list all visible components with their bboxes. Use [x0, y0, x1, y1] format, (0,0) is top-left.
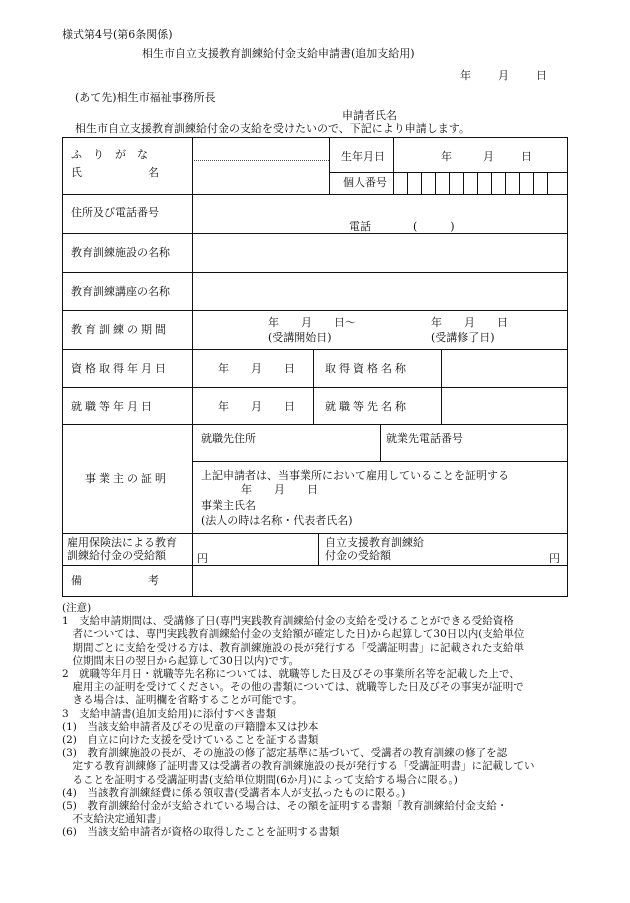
personal-number-label: 個人番号 — [343, 176, 387, 189]
qualification-date-value: 年 月 日 — [218, 362, 295, 375]
applicant-name-label: 申請者氏名 — [342, 109, 397, 122]
period-end-note: (受講修了日) — [431, 331, 495, 344]
insurance-benefit-label-2: 訓練給付金の受給額 — [67, 549, 166, 562]
note-line: (4) 当該教育訓練経費に係る領収書(受講者本人が支払ったものに限る。) — [62, 786, 406, 799]
addressee: (あて先)相生市福祉事務所長 — [75, 91, 216, 104]
self-support-benefit-label-1: 自立支援教育訓練給 — [325, 536, 424, 549]
note-line: 期間ごとに支給を受ける方は、教育訓練施設の長が発行する「受講証明書」に記載された支給単 — [62, 641, 524, 654]
furigana-label: ふ り が な — [71, 148, 148, 161]
period-start-note: (受講開始日) — [268, 331, 332, 344]
employment-name-label: 就職等先名称 — [325, 400, 409, 413]
phone-paren: ( ) — [413, 220, 455, 233]
date-month: 月 — [498, 69, 509, 82]
employer-name-label: 事業主氏名 — [201, 499, 256, 512]
birth-year: 年 — [441, 150, 452, 163]
insurance-benefit-label-1: 雇用保険法による教育 — [67, 536, 177, 549]
qualification-date-label: 資格取得年月日 — [71, 362, 169, 375]
note-line: (6) 当該支給申請者が資格の取得したことを証明する書類 — [62, 826, 340, 839]
note-line: 雇用主の証明を受けてください。その他の書類については、就職等した日及びその事実が証明で — [62, 681, 524, 694]
facility-label: 教育訓練施設の名称 — [71, 246, 170, 259]
qualification-name-label: 取得資格名称 — [325, 362, 409, 375]
employer-phone-label: 就業先電話番号 — [386, 432, 463, 445]
date-day: 日 — [536, 69, 547, 82]
yen-unit-1: 円 — [197, 552, 208, 565]
employer-certification-date: 年 月 日 — [241, 483, 318, 496]
note-line: 者については、専門実践教育訓練給付金の支給額が確定した日)から起算して30日以内(支給単位 — [62, 628, 525, 641]
date-year: 年 — [460, 69, 471, 82]
intro-text: 相生市自立支援教育訓練給付金の支給を受けたいので、下記により申請します。 — [75, 122, 470, 135]
employer-certification-label: 事業主の証明 — [85, 472, 169, 485]
note-line: (5) 教育訓練給付金が支給されている場合は、その額を証明する書類「教育訓練給付金支給・ — [62, 800, 508, 813]
birth-day: 日 — [521, 150, 532, 163]
note-line: 3 支給申請書(追加支給用)に添付すべき書類 — [62, 707, 277, 720]
name-label: 氏 名 — [71, 166, 159, 179]
employer-name-note: (法人の時は名称・代表者氏名) — [201, 514, 353, 527]
note-line: きる場合は、証明欄を省略することが可能です。 — [62, 694, 303, 707]
course-label: 教育訓練講座の名称 — [71, 285, 170, 298]
employer-address-label: 就職先住所 — [201, 432, 256, 445]
birth-month: 月 — [483, 150, 494, 163]
period-start: 年 月 日～ — [268, 316, 356, 329]
document-title: 相生市自立支援教育訓練給付金支給申請書(追加支給用) — [142, 47, 415, 60]
note-line: (2) 自立に向けた支援を受けていることを証する書類 — [62, 734, 319, 747]
note-line: (1) 当該支給申請者及びその児童の戸籍謄本又は抄本 — [62, 720, 319, 733]
note-line: ることを証明する受講証明書(支給単位期間(6か月)によって支給する場合に限る。) — [62, 773, 458, 786]
note-line: (3) 教育訓練施設の長が、その施設の修了認定基準に基づいて、受講者の教育訓練の修了を認 — [62, 747, 508, 760]
note-line: 定する教育訓練修了証明書又は受講者の教育訓練施設の長が発行する「受講証明書」に記載してい — [62, 760, 535, 773]
employment-date-value: 年 月 日 — [218, 400, 295, 413]
self-support-benefit-label-2: 付金の受給額 — [325, 549, 391, 562]
yen-unit-2: 円 — [549, 552, 560, 565]
application-form-table — [62, 137, 568, 597]
note-line: 位期間末日の翌日から起算して30日以内)です。 — [62, 654, 300, 667]
period-label: 教育訓練の期間 — [71, 323, 169, 336]
address-label: 住所及び電話番号 — [71, 206, 159, 219]
note-line: 1 支給申請期間は、受講修了日(専門実践教育訓練給付金の支給を受けることができる受給資格 — [62, 615, 514, 628]
employment-date-label: 就職等年月日 — [71, 400, 155, 413]
notes-heading: (注意) — [62, 602, 92, 614]
period-end: 年 月 日 — [431, 316, 508, 329]
remarks-label: 備 考 — [71, 574, 159, 587]
note-line: 2 就職等年月日・就職等先名称については、就職等した日及びその事業所名等を記載した上で、 — [62, 668, 520, 681]
note-line: 不支給決定通知書」 — [62, 813, 167, 826]
phone-label: 電話 — [349, 220, 371, 233]
employer-certification-text: 上記申請者は、当事業所において雇用していることを証明する — [201, 469, 509, 482]
form-number: 様式第4号(第6条関係) — [62, 28, 173, 41]
birth-date-label: 生年月日 — [341, 150, 385, 163]
notes-section — [62, 602, 582, 840]
